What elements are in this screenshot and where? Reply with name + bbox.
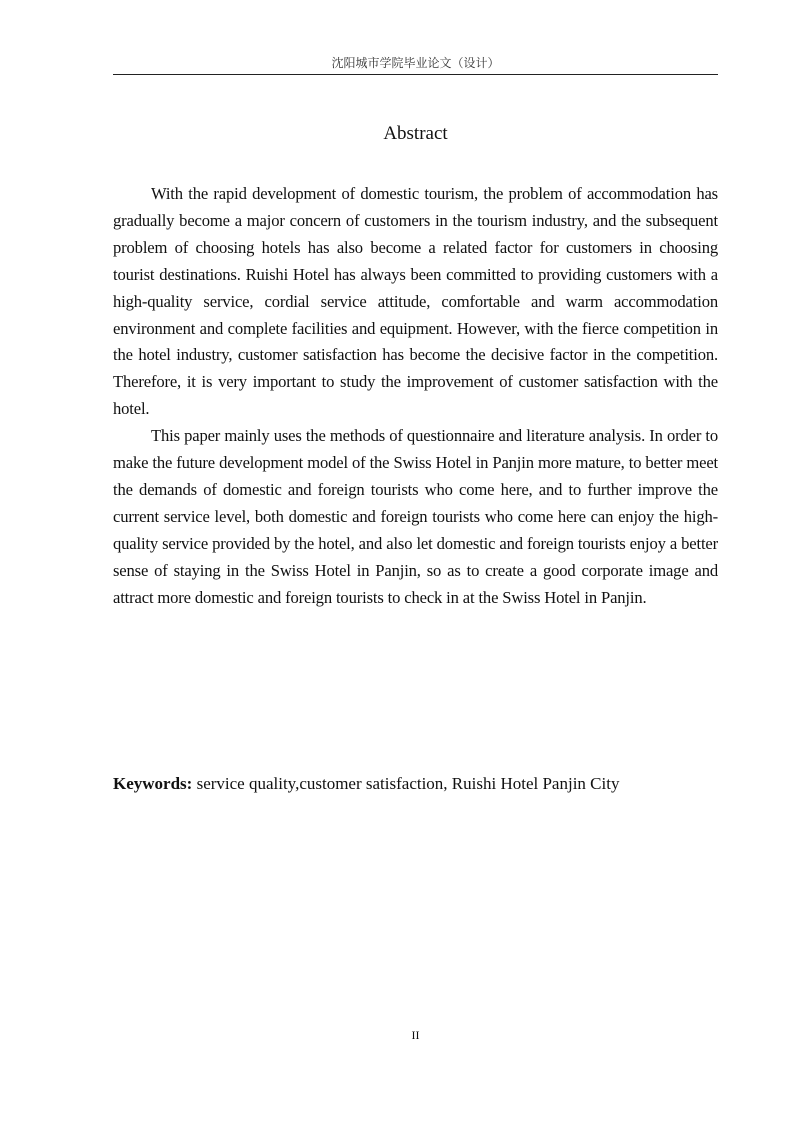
- page-number: II: [411, 1028, 420, 1042]
- abstract-paragraph-2: This paper mainly uses the methods of questionnaire and literature analysis. In order to make the future development model of the Swiss Hotel in Panjin more mature, to better meet the demands of domestic and foreign tourists who come here, and to further improve the current service level, both domestic and foreign tourists who come here can enjoy the high-quality service provided by the hotel, and also let domestic and foreign tourists enjoy a better sense of staying in the Swiss Hotel in Panjin, so as to create a good corporate image and attract more domestic and foreign tourists to check in at the Swiss Hotel in Panjin.: [113, 426, 718, 607]
- abstract-body: [113, 181, 718, 612]
- header-divider: [113, 74, 718, 75]
- keywords-label: Keywords:: [113, 774, 193, 793]
- keywords-text: service quality,customer satisfaction, Ruishi Hotel Panjin City: [192, 774, 620, 793]
- abstract-paragraph-1: With the rapid development of domestic tourism, the problem of accommodation has gradually become a major concern of customers in the tourism industry, and the subsequent problem of choosing hotels has also become a related factor for customers in choosing tourist destinations. Ruishi Hotel has always been committed to providing customers with a high-quality service, cordial service attitude, comfortable and warm accommodation environment and complete facilities and equipment. However, with the fierce competition in the hotel industry, customer satisfaction has become the decisive factor in the competition. Therefore, it is very important to study the improvement of customer satisfaction with the hotel.: [113, 184, 718, 419]
- keywords-line: [113, 771, 718, 797]
- abstract-title: Abstract: [383, 123, 448, 144]
- running-header: 沈阳城市学院毕业论文（设计）: [331, 56, 500, 70]
